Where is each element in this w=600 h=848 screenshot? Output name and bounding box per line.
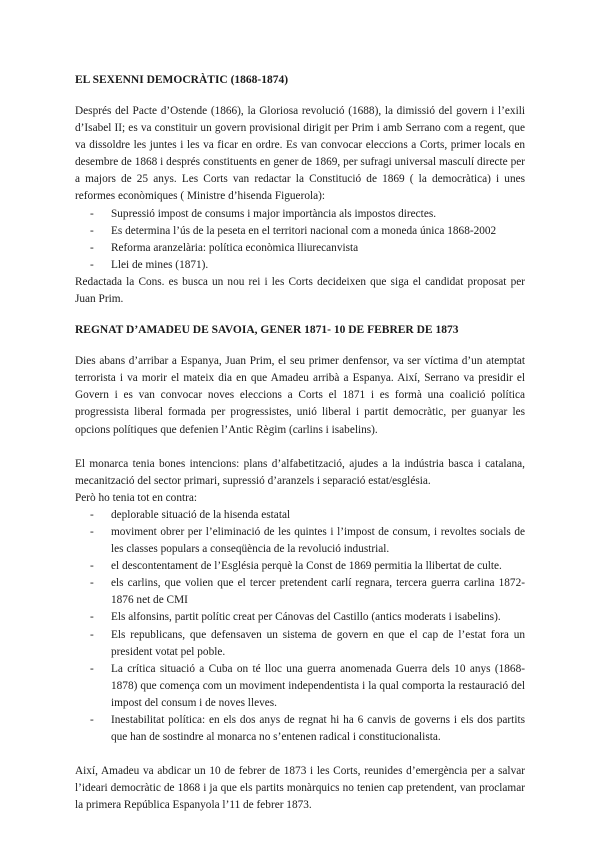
list-item: - els carlins, que volien que el tercer pretendent carlí regnara, tercera guerra carlina 1872-1876 net de CMI — [90, 577, 525, 607]
paragraph: El monarca tenia bones intencions: plans d’alfabetització, ajudes a la indústria basca i catalana, mecanització del sector primari, supressió d’aranzels i separació estat/església. — [75, 457, 525, 487]
paragraph: Dies abans d’arribar a Espanya, Juan Prim, el seu primer denfensor, va ser víctima d’un atemptat terrorista i va morir el mateix dia en que Amadeu arribà a Espanya. Així, Serrano va presidir el Govern i es van convocar noves eleccions a Corts el 1871 i es formà una coalició política progressista liberal formada per progressistes, unió liberal i partit democràtic, per guanyar les opcions polítiques que defenien l’Antic Règim (carlins i isabelins). — [75, 355, 525, 436]
section-heading-amadeu: REGNAT D’AMADEU DE SAVOIA, GENER 1871- 10 DE FEBRER DE 1873 — [75, 324, 459, 337]
section-heading-sexenni: EL SEXENNI DEMOCRÀTIC (1868-1874) — [75, 74, 289, 86]
list-item: - Els alfonsins, partit polític creat per Cánovas del Castillo (antics moderats i isabelins). — [90, 611, 501, 624]
list-item: - Es determina l’ús de la peseta en el territori nacional com a moneda única 1868-2002 — [90, 224, 497, 237]
document-page — [75, 72, 525, 814]
intro-paragraph: Després del Pacte d’Ostende (1866), la Gloriosa revolució (1688), la dimissió del govern i l’exili d’Isabel II; es va constituir un govern provisional dirigit per Prim i amb Serrano com a regent, que va dissoldre les juntes i les va ficar en ordre. Es van convocar eleccions a Corts, primer locals en desembre de 1868 i després constituents en gener de 1869, per sufragi universal masculí directe per a majors de 25 anys. Les Corts van redactar la Constitució de 1869 ( la democràtica) i unes reformes econòmiques ( Ministre d’hisenda Figuerola): — [75, 105, 525, 203]
closing-paragraph: Redactada la Cons. es busca un nou rei i les Corts decideixen que siga el candidat proposat per Juan Prim. — [75, 275, 525, 306]
list-item: - moviment obrer per l’eliminació de les quintes i l’impost de consum, i revoltes socials de les classes populars a conseqüència de la revolució industrial. — [90, 525, 525, 556]
list-item: - La crítica situació a Cuba on té lloc una guerra anomenada Guerra dels 10 anys (1868-1878) que comença com un moviment independentista i la qual comporta la restauració del impost del consum i de noves lleves. — [90, 662, 525, 709]
problems-list — [75, 507, 525, 746]
list-item: - el descontentament de l’Església perquè la Const de 1869 permitia la llibertat de culte. — [90, 560, 502, 573]
paragraph: Així, Amadeu va abdicar un 10 de febrer de 1873 i les Corts, reunides d’emergència per a salvar l’ideari democràtic de 1868 i ja que els partits monàrquics no tenien cap pretendent, van proclamar la primera República Espanyola l’11 de febrer 1873. — [75, 765, 525, 812]
list-item: - Supressió impost de consums i major importància als impostos directes. — [90, 207, 437, 220]
reforms-list — [75, 206, 525, 274]
list-item: - deplorable situació de la hisenda estatal — [90, 508, 291, 521]
list-item: - Inestabilitat política: en els dos anys de regnat hi ha 6 canvis de governs i els dos partits que han de sostindre al monarca no s’entenen radical i constitucionalista. — [90, 714, 525, 744]
paragraph: Però ho tenia tot en contra: — [75, 491, 198, 504]
list-item: - Els republicans, que defensaven un sistema de govern en que el cap de l’estat fora un president votat pel poble. — [90, 628, 525, 658]
list-item: - Llei de mines (1871). — [90, 258, 209, 271]
list-item: - Reforma aranzelària: política econòmica lliurecanvista — [90, 241, 359, 254]
